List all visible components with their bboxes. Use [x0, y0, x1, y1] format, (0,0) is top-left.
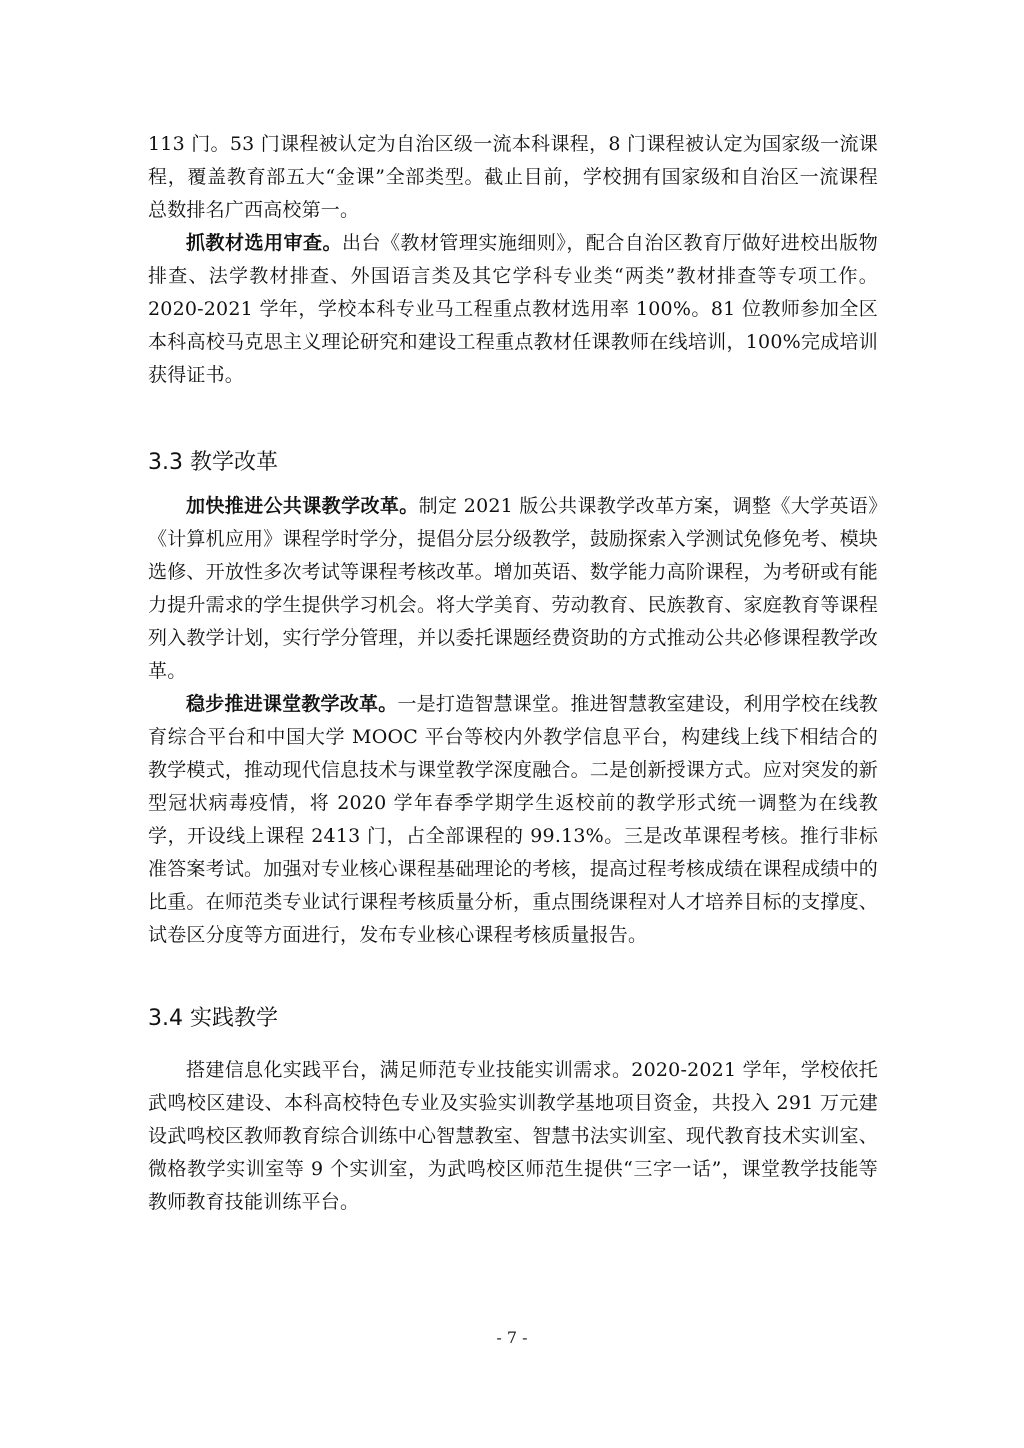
paragraph-body: 制定 2021 版公共课教学改革方案，调整《大学英语》《计算机应用》课程学时学分，提倡分层分级教学，鼓励探索入学测试免修免考、模块选修、开放性多次考试等课程考核改革。增加英语、数学能力高阶课程，为考研或有能力提升需求的学生提供学习机会。将大学美育、劳动教育、民族教育、家庭教育等课程列入教学计划，实行学分管理，并以委托课题经费资助的方式推动公共必修课程教学改革。: [148, 495, 878, 682]
section-heading-3-3: 3.3 教学改革: [148, 450, 278, 475]
textbook-review-paragraph: [148, 227, 878, 392]
practice-teaching-paragraph: 搭建信息化实践平台，满足师范专业技能实训需求。2020-2021 学年，学校依托武鸣校区建设、本科高校特色专业及实验实训教学基地项目资金，共投入 291 万元建设武鸣校区教师教育综合训练中心智慧教室、智慧书法实训室、现代教育技术实训室、微格教学实训室等 9 个实训室，为武鸣校区师范生提供“三字一话”，课堂教学技能等教师教育技能训练平台。: [148, 1059, 878, 1213]
paragraph-body: 出台《教材管理实施细则》，配合自治区教育厅做好进校出版物排查、法学教材排查、外国语言类及其它学科专业类“两类”教材排查等专项工作。2020-2021 学年，学校本科专业马工程重点教材选用率 100%。81 位教师参加全区本科高校马克思主义理论研究和建设工程重点教材任课教师在线培训，100%完成培训获得证书。: [148, 232, 878, 386]
section-heading-3-4: 3.4 实践教学: [148, 1006, 278, 1031]
page-number: - 7 -: [496, 1328, 528, 1347]
continuation-paragraph: 113 门。53 门课程被认定为自治区级一流本科课程，8 门课程被认定为国家级一流课程，覆盖教育部五大“金课”全部类型。截止目前，学校拥有国家级和自治区一流课程总数排名广西高校第一。: [148, 133, 878, 221]
paragraph-lead: 加快推进公共课教学改革。: [186, 495, 419, 517]
classroom-reform-paragraph: [148, 688, 878, 952]
public-course-reform-paragraph: [148, 490, 878, 688]
paragraph-lead: 抓教材选用审查。: [186, 232, 342, 254]
document-page: [148, 128, 878, 1219]
paragraph-body: 一是打造智慧课堂。推进智慧教室建设，利用学校在线教育综合平台和中国大学 MOOC 平台等校内外教学信息平台，构建线上线下相结合的教学模式，推动现代信息技术与课堂教学深度融合。二是创新授课方式。应对突发的新型冠状病毒疫情，将 2020 学年春季学期学生返校前的教学形式统一调整为在线教学，开设线上课程 2413 门，占全部课程的 99.13%。三是改革课程考核。推行非标准答案考试。加强对专业核心课程基础理论的考核，提高过程考核成绩在课程成绩中的比重。在师范类专业试行课程考核质量分析，重点围绕课程对人才培养目标的支撑度、试卷区分度等方面进行，发布专业核心课程考核质量报告。: [148, 693, 878, 946]
paragraph-lead: 稳步推进课堂教学改革。: [186, 693, 398, 715]
